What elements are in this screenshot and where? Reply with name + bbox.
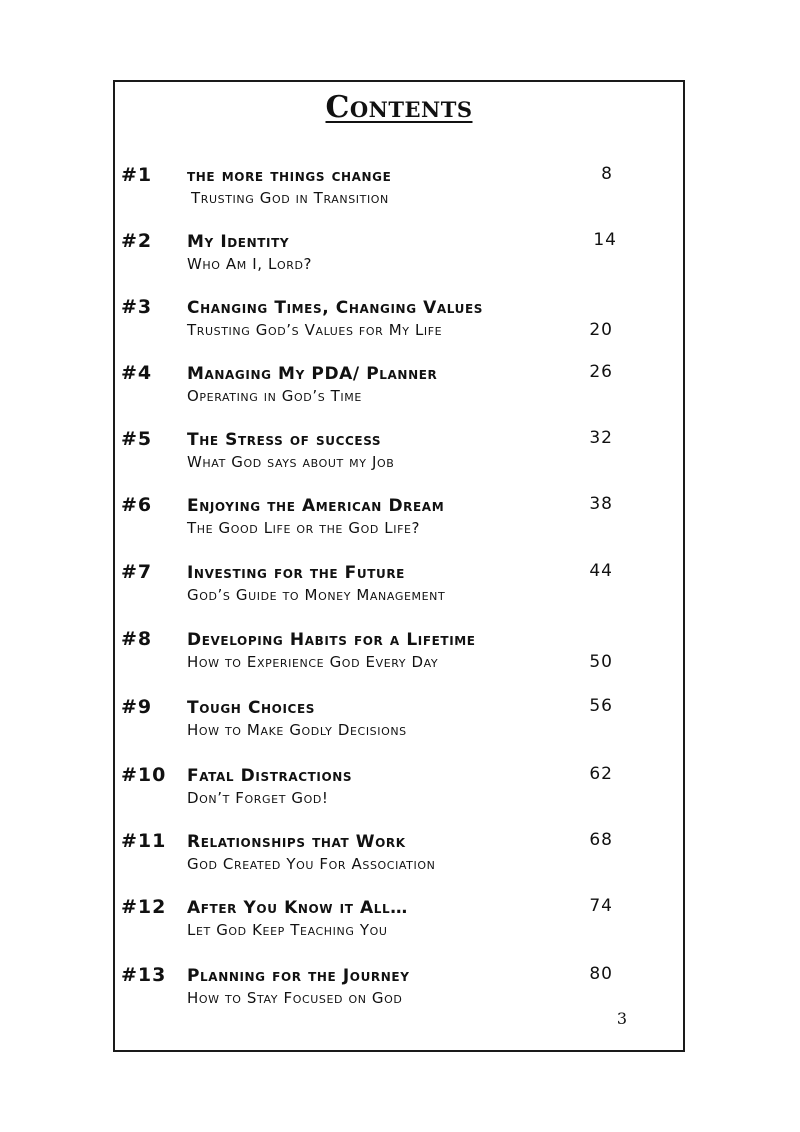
entry-title: the more things change [187,166,392,186]
entry-title: Fatal Distractions [187,766,353,786]
entry-subtitle: God Created You For Association [187,855,436,873]
entry-page: 56 [589,696,613,716]
entry-page: 14 [593,230,617,250]
entry-title: Investing for the Future [187,563,405,583]
toc-entry [115,164,683,216]
toc-entry [115,830,683,882]
entry-title: Planning for the Journey [187,966,410,986]
page-number: 3 [616,1009,627,1028]
entry-page: 50 [589,652,613,672]
entry-page: 62 [589,764,613,784]
entry-number: #12 [121,896,167,918]
entry-page: 44 [589,561,613,581]
entry-subtitle: God’s Guide to Money Management [187,586,446,604]
entry-page: 68 [589,830,613,850]
entry-number: #7 [121,561,153,583]
toc-entry [115,561,683,613]
entry-title: Relationships that Work [187,832,406,852]
toc-entry [115,230,683,282]
toc-entry [115,494,683,546]
toc-entry [115,696,683,748]
toc-entry [115,296,683,348]
entry-title: Tough Choices [187,698,315,718]
entry-number: #10 [121,764,167,786]
entry-number: #6 [121,494,153,516]
entry-subtitle: The Good Life or the God Life? [187,519,421,537]
entry-subtitle: What God says about my Job [187,453,395,471]
entry-number: #3 [121,296,153,318]
entry-number: #5 [121,428,153,450]
entry-subtitle: Operating in God’s Time [187,387,362,405]
entry-number: #2 [121,230,153,252]
toc-entry [115,764,683,816]
toc-entry [115,628,683,680]
toc-entry [115,964,683,1016]
entry-title: After You Know it All… [187,898,408,918]
entry-title: Enjoying the American Dream [187,496,445,516]
entry-title: Changing Times, Changing Values [187,298,484,318]
entry-title: My Identity [187,232,290,252]
entry-page: 80 [589,964,613,984]
entry-page: 26 [589,362,613,382]
entry-subtitle: Who Am I, Lord? [187,255,313,273]
toc-entry [115,896,683,948]
entry-number: #9 [121,696,153,718]
entry-subtitle: Don’t Forget God! [187,789,329,807]
entry-title: The Stress of success [187,430,382,450]
entry-title: Developing Habits for a Lifetime [187,630,476,650]
entry-page: 8 [601,164,613,184]
entry-subtitle: Trusting God in Transition [191,189,389,207]
entry-page: 38 [589,494,613,514]
entry-number: #11 [121,830,167,852]
entry-page: 32 [589,428,613,448]
entry-number: #1 [121,164,153,186]
toc-entry [115,428,683,480]
entry-subtitle: How to Make Godly Decisions [187,721,407,739]
entry-page: 74 [589,896,613,916]
entry-subtitle: Let God Keep Teaching You [187,921,388,939]
entry-number: #4 [121,362,153,384]
entry-subtitle: How to Experience God Every Day [187,653,439,671]
entry-number: #13 [121,964,167,986]
entry-number: #8 [121,628,153,650]
entry-page: 20 [589,320,613,340]
toc-entry [115,362,683,414]
entry-subtitle: How to Stay Focused on God [187,989,403,1007]
entry-title: Managing My PDA/ Planner [187,364,438,384]
contents-heading: Contents [325,90,473,125]
page-frame [113,80,685,1052]
entry-subtitle: Trusting God’s Values for My Life [187,321,443,339]
